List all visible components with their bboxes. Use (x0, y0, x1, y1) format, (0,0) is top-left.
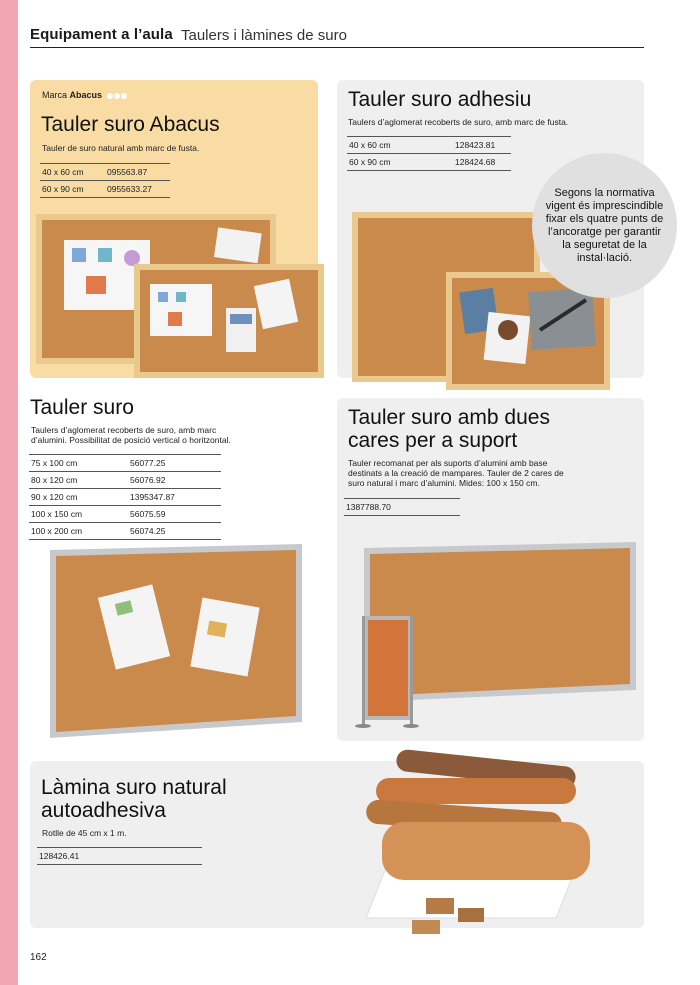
table-row (37, 848, 202, 865)
table-row (29, 523, 221, 540)
product-title-suro: Tauler suro (30, 396, 134, 419)
page-number: 162 (30, 952, 47, 963)
table-row (29, 455, 221, 472)
suro-board-image (46, 544, 304, 740)
ref-cell: 1395347.87 (128, 489, 221, 506)
ref-cell: 0955633.27 (105, 181, 170, 198)
product-table-suro (29, 454, 221, 540)
safety-note-bubble (532, 153, 677, 298)
product-title-lamina-line2: autoadhesiva (41, 799, 166, 822)
brand-dots-icon (107, 91, 128, 101)
ref-cell: 1387788.70 (344, 499, 460, 516)
page-edge-strip (0, 0, 18, 985)
safety-note-text: Segons la normativa vigent és imprescindible fixar els quatre punts de l’ancoratge per garantir la seguretat de la instal·lació. (545, 186, 664, 264)
table-row (344, 499, 460, 516)
ref-cell: 128424.68 (453, 154, 511, 171)
product-desc-dues-line2: destinats a la creació de mampares. Tauler de 2 cares de (348, 468, 564, 478)
product-table-adhesiu (347, 136, 511, 171)
product-table-abacus (40, 163, 170, 198)
ref-cell: 56074.25 (128, 523, 221, 540)
product-desc-suro-line1: Taulers d’aglomerat recoberts de suro, amb marc (31, 425, 217, 435)
ref-cell: 56077.25 (128, 455, 221, 472)
table-row (40, 181, 170, 198)
product-table-lamina (37, 847, 202, 865)
page-header (30, 26, 644, 48)
size-cell: 60 x 90 cm (40, 181, 105, 198)
size-cell: 100 x 200 cm (29, 523, 128, 540)
ref-cell: 56075.59 (128, 506, 221, 523)
cork-rolls-image (356, 748, 596, 944)
product-desc-adhesiu: Taulers d’aglomerat recoberts de suro, amb marc de fusta. (348, 117, 569, 127)
size-cell: 80 x 120 cm (29, 472, 128, 489)
table-row (29, 472, 221, 489)
product-title-dues-line1: Tauler suro amb dues (348, 406, 550, 429)
section-subtitle: Taulers i làmines de suro (181, 27, 347, 44)
product-desc-suro-line2: d’alumini. Possibilitat de posició vertical o horitzontal. (31, 435, 231, 445)
product-title-dues-line2: cares per a suport (348, 429, 518, 452)
brand-name: Abacus (69, 90, 103, 100)
brand-label (42, 90, 128, 101)
dues-cares-board-image (344, 540, 638, 732)
product-desc-lamina: Rotlle de 45 cm x 1 m. (42, 828, 127, 838)
table-row (347, 137, 511, 154)
table-row (347, 154, 511, 171)
ref-cell: 128423.81 (453, 137, 511, 154)
table-row (40, 164, 170, 181)
size-cell: 40 x 60 cm (40, 164, 105, 181)
section-title: Equipament a l’aula (30, 26, 173, 43)
ref-cell: 128426.41 (37, 848, 202, 865)
table-row (29, 489, 221, 506)
size-cell: 100 x 150 cm (29, 506, 128, 523)
product-desc-abacus: Tauler de suro natural amb marc de fusta. (42, 143, 200, 153)
product-table-dues (344, 498, 460, 516)
size-cell: 60 x 90 cm (347, 154, 453, 171)
product-title-adhesiu: Tauler suro adhesiu (348, 88, 532, 111)
ref-cell: 095563.87 (105, 164, 170, 181)
abacus-boards-image (36, 212, 326, 378)
product-title-lamina-line1: Làmina suro natural (41, 776, 227, 799)
product-title-abacus: Tauler suro Abacus (41, 113, 220, 136)
size-cell: 40 x 60 cm (347, 137, 453, 154)
product-desc-dues-line3: suro natural i marc d’alumini. Mides: 100 x 150 cm. (348, 478, 540, 488)
size-cell: 75 x 100 cm (29, 455, 128, 472)
brand-prefix: Marca (42, 90, 68, 100)
size-cell: 90 x 120 cm (29, 489, 128, 506)
ref-cell: 56076.92 (128, 472, 221, 489)
product-desc-dues-line1: Tauler recomanat per als suports d’alumini amb base (348, 458, 548, 468)
table-row (29, 506, 221, 523)
